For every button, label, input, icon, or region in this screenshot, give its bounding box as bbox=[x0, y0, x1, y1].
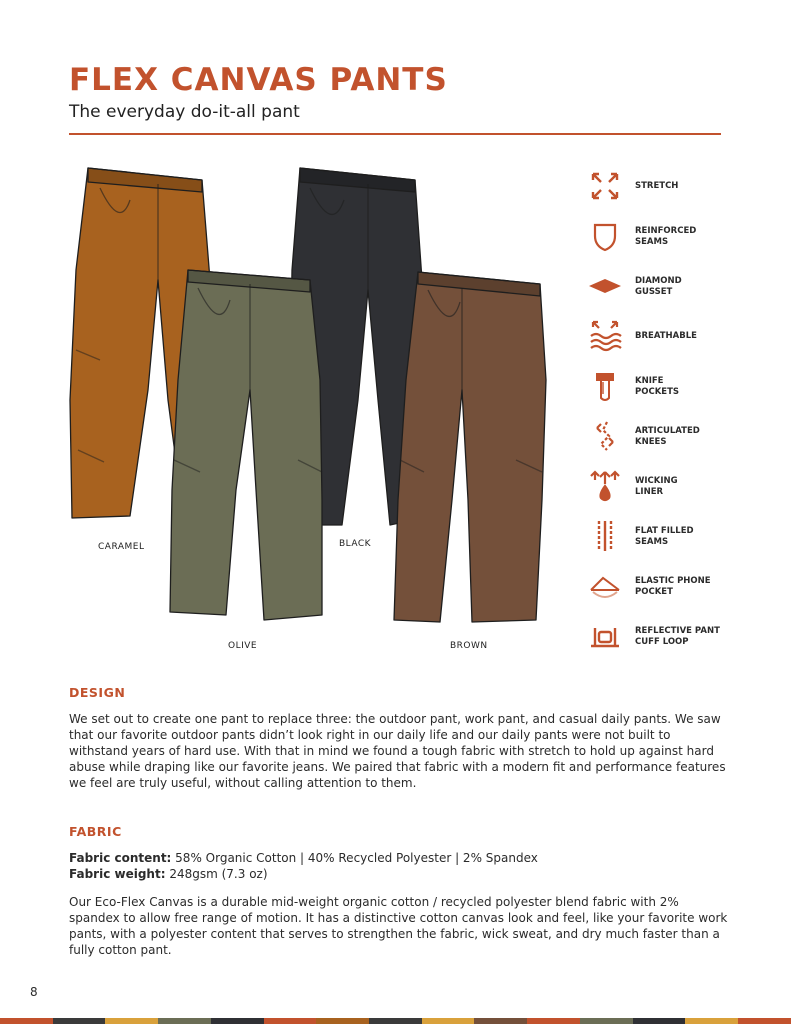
design-paragraph: We set out to create one pant to replace three: the outdoor pant, work pant, and casual daily pants. We saw that our favorite outdoor pants didn’t look right in our daily life and our daily pants were not built to withstand years of hard use. With that in mind we found a tough fabric with stretch to hold up against hard abuse while draping like our favorite jeans. We paired that fabric with a modern fit and performance features we feel are truly useful, without calling attention to them. bbox=[69, 712, 726, 790]
pant-olive bbox=[170, 270, 322, 620]
cuff-loop-icon bbox=[587, 618, 623, 654]
feature-label: FLAT FILLED SEAMS bbox=[635, 526, 694, 547]
feature-flat-filled-seams bbox=[587, 518, 737, 558]
feature-reinforced-seams bbox=[587, 218, 737, 258]
phone-pocket-icon bbox=[587, 568, 623, 604]
design-heading: DESIGN bbox=[69, 685, 126, 700]
bottom-bar-segment bbox=[738, 1018, 791, 1024]
bottom-bar-segment bbox=[633, 1018, 686, 1024]
feature-label: STRETCH bbox=[635, 181, 679, 191]
page-title: FLEX CANVAS PANTS bbox=[69, 62, 448, 98]
pants-illustration bbox=[60, 160, 560, 640]
stretch-icon bbox=[587, 168, 623, 204]
bottom-bar-segment bbox=[158, 1018, 211, 1024]
bottom-bar-segment bbox=[685, 1018, 738, 1024]
color-label-black: BLACK bbox=[339, 539, 372, 549]
feature-label: ARTICULATED KNEES bbox=[635, 426, 700, 447]
pant-brown bbox=[394, 272, 546, 622]
fabric-weight-value: 248gsm (7.3 oz) bbox=[165, 867, 268, 881]
feature-label: BREATHABLE bbox=[635, 331, 697, 341]
color-label-brown: BROWN bbox=[450, 641, 488, 651]
bottom-color-bar bbox=[0, 1018, 791, 1024]
bottom-bar-segment bbox=[369, 1018, 422, 1024]
bottom-bar-segment bbox=[264, 1018, 317, 1024]
bottom-bar-segment bbox=[474, 1018, 527, 1024]
diamond-icon bbox=[587, 268, 623, 304]
feature-reflective-cuff-loop bbox=[587, 618, 737, 658]
feature-breathable bbox=[587, 318, 737, 358]
bottom-bar-segment bbox=[316, 1018, 369, 1024]
feature-label: REINFORCED SEAMS bbox=[635, 226, 697, 247]
fabric-heading: FABRIC bbox=[69, 824, 122, 839]
bottom-bar-segment bbox=[527, 1018, 580, 1024]
page-number: 8 bbox=[30, 985, 38, 999]
bottom-bar-segment bbox=[105, 1018, 158, 1024]
fabric-specs bbox=[69, 850, 729, 882]
knee-icon bbox=[587, 418, 623, 454]
color-label-olive: OLIVE bbox=[228, 641, 258, 651]
feature-label: REFLECTIVE PANT CUFF LOOP bbox=[635, 626, 720, 647]
feature-articulated-knees bbox=[587, 418, 737, 458]
title-divider bbox=[69, 133, 721, 135]
page-subtitle: The everyday do-it-all pant bbox=[69, 102, 300, 122]
feature-label: ELASTIC PHONE POCKET bbox=[635, 576, 711, 597]
bottom-bar-segment bbox=[580, 1018, 633, 1024]
feature-label: DIAMOND GUSSET bbox=[635, 276, 682, 297]
feature-elastic-phone-pocket bbox=[587, 568, 737, 608]
breathable-icon bbox=[587, 318, 623, 354]
fabric-content-value: 58% Organic Cotton | 40% Recycled Polyester | 2% Spandex bbox=[171, 851, 538, 865]
feature-knife-pockets bbox=[587, 368, 737, 408]
color-label-caramel: CARAMEL bbox=[98, 542, 145, 552]
bottom-bar-segment bbox=[0, 1018, 53, 1024]
bottom-bar-segment bbox=[53, 1018, 106, 1024]
feature-wicking-liner bbox=[587, 468, 737, 508]
wicking-icon bbox=[587, 468, 623, 504]
feature-label: KNIFE POCKETS bbox=[635, 376, 680, 397]
feature-diamond-gusset bbox=[587, 268, 737, 308]
fabric-paragraph: Our Eco-Flex Canvas is a durable mid-weight organic cotton / recycled polyester blend fabric with 2% spandex to allow free range of motion. It has a distinctive cotton canvas look and feel, like your favorite work pants, with a polyester content that serves to strengthen the fabric, wick sweat, and dry much faster than a fully cotton pant. bbox=[69, 895, 728, 957]
knife-icon bbox=[587, 368, 623, 404]
bottom-bar-segment bbox=[422, 1018, 475, 1024]
seam-icon bbox=[587, 518, 623, 554]
fabric-content-label: Fabric content: bbox=[69, 851, 172, 865]
shield-icon bbox=[587, 218, 623, 254]
bottom-bar-segment bbox=[211, 1018, 264, 1024]
fabric-weight-label: Fabric weight: bbox=[69, 867, 166, 881]
feature-stretch bbox=[587, 168, 737, 208]
feature-label: WICKING LINER bbox=[635, 476, 678, 497]
